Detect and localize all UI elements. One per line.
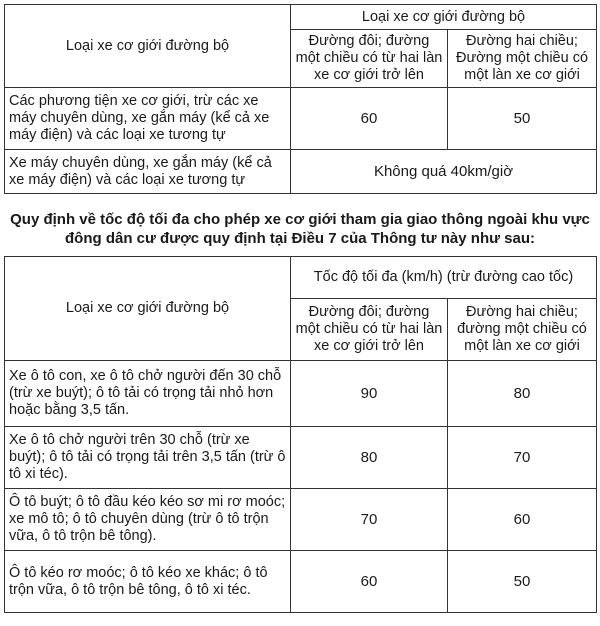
table2-row1-value-a: 90 <box>291 361 448 427</box>
table1-col-divided-road: Đường đôi; đường một chiều có từ hai làn xe cơ giới trở lên <box>291 30 448 88</box>
table-row <box>5 427 597 489</box>
table-row <box>5 88 597 150</box>
table2-row3-value-b: 60 <box>448 489 597 551</box>
speed-table-residential <box>4 4 597 194</box>
table2-col-divided-road: Đường đôi; đường một chiều có từ hai làn xe cơ giới trở lên <box>291 299 448 361</box>
table-row <box>5 489 597 551</box>
table2-row3-value-a: 70 <box>291 489 448 551</box>
table2-row4-value-b: 50 <box>448 551 597 613</box>
table1-row2-merged-value: Không quá 40km/giờ <box>291 150 597 194</box>
table2-row2-value-a: 80 <box>291 427 448 489</box>
table-row <box>5 551 597 613</box>
table1-row1-value-b: 50 <box>448 88 597 150</box>
table2-header-vehicle-type: Loại xe cơ giới đường bộ <box>5 257 291 361</box>
table2-header-group: Tốc độ tối đa (km/h) (trừ đường cao tốc) <box>291 257 597 299</box>
table1-row2-label: Xe máy chuyên dùng, xe gắn máy (kể cả xe máy điện) và các loại xe tương tự <box>5 150 291 194</box>
table2-row2-label: Xe ô tô chở người trên 30 chỗ (trừ xe buýt); ô tô tải có trọng tải trên 3,5 tấn (trừ ô tô xi téc). <box>5 427 291 489</box>
section-heading: Quy định về tốc độ tối đa cho phép xe cơ giới tham gia giao thông ngoài khu vực đông dân cư được quy định tại Điều 7 của Thông tư này như sau: <box>10 211 590 247</box>
table1-header-vehicle-type: Loại xe cơ giới đường bộ <box>5 5 291 88</box>
speed-table-outside-residential <box>4 256 597 613</box>
table2-col-two-way-road: Đường hai chiều; đường một chiều có một làn xe cơ giới <box>448 299 597 361</box>
table1-row1-value-a: 60 <box>291 88 448 150</box>
table2-row1-value-b: 80 <box>448 361 597 427</box>
table2-row1-label: Xe ô tô con, xe ô tô chở người đến 30 chỗ (trừ xe buýt); ô tô tải có trọng tải nhỏ hơn hoặc bằng 3,5 tấn. <box>5 361 291 427</box>
table-row <box>5 150 597 194</box>
table1-col-two-way-road: Đường hai chiều; Đường một chiều có một làn xe cơ giới <box>448 30 597 88</box>
table2-row3-label: Ô tô buýt; ô tô đầu kéo kéo sơ mi rơ moóc; xe mô tô; ô tô chuyên dùng (trừ ô tô trộn vữa, ô tô trộn bê tông). <box>5 489 291 551</box>
table1-row1-label: Các phương tiện xe cơ giới, trừ các xe máy chuyên dùng, xe gắn máy (kể cả xe máy điện) và các loại xe tương tự <box>5 88 291 150</box>
table2-row2-value-b: 70 <box>448 427 597 489</box>
table1-header-group: Loại xe cơ giới đường bộ <box>291 5 597 30</box>
table-row <box>5 361 597 427</box>
table2-row4-label: Ô tô kéo rơ moóc; ô tô kéo xe khác; ô tô trộn vữa, ô tô trộn bê tông, ô tô xi téc. <box>5 551 291 613</box>
table2-row4-value-a: 60 <box>291 551 448 613</box>
